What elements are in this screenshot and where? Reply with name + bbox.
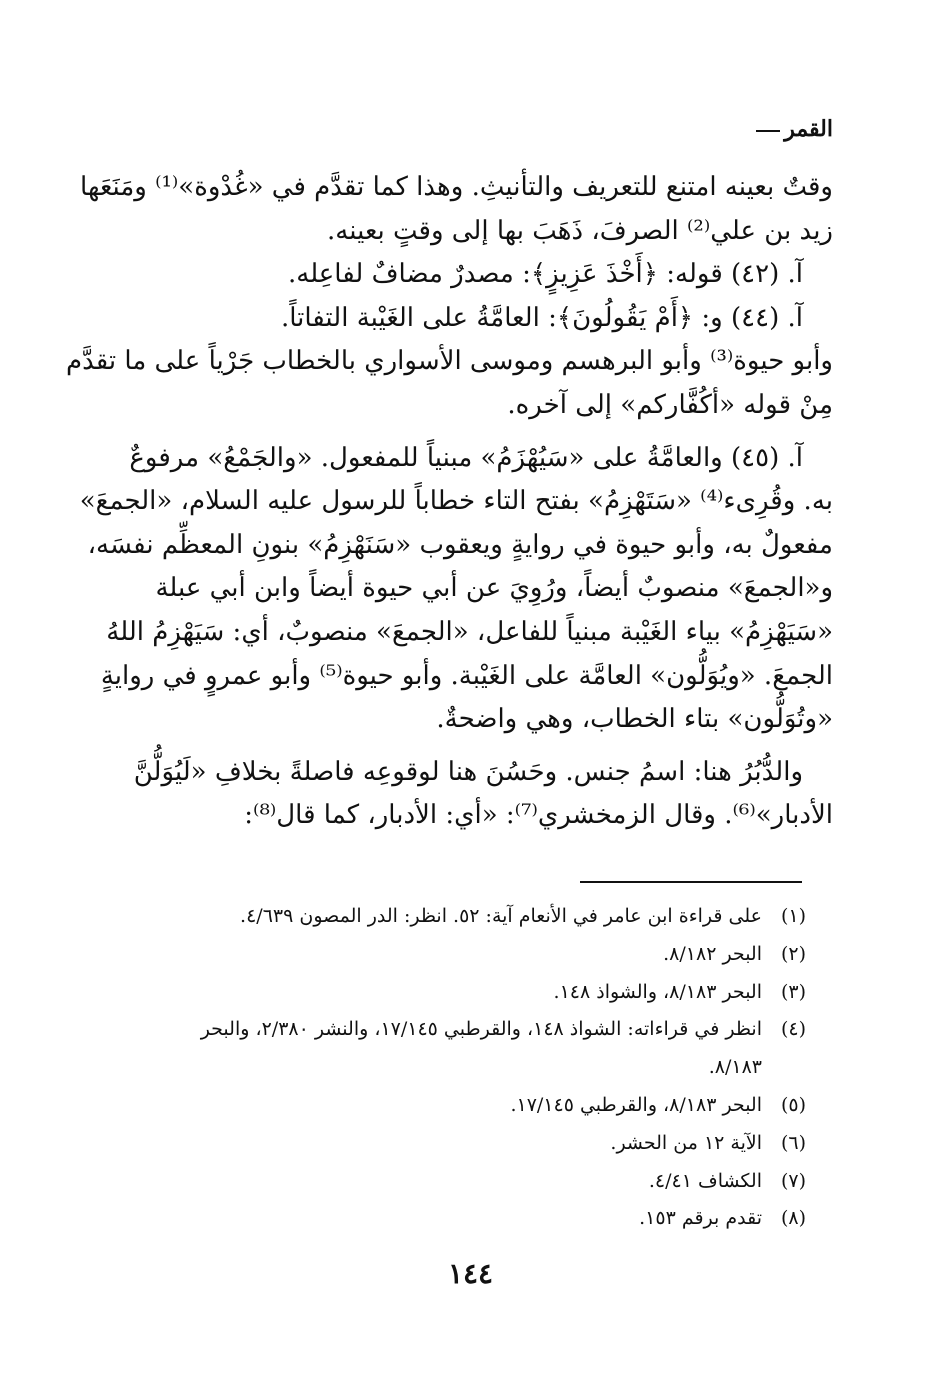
footnote-text: الآية ١٢ من الحشر.: [610, 1131, 762, 1154]
body-line: وأبو حيوة⁽³⁾ وأبو البرهسم وموسى الأسواري بالخطاب جَرْياً على ما تقدَّم: [66, 346, 833, 377]
body-line: الأدبار»⁽⁶⁾. وقال الزمخشري⁽⁷⁾: «أي: الأدبار، كما قال⁽⁸⁾:: [244, 800, 833, 831]
footnote-number: (٢): [780, 942, 806, 965]
footnote-number: (٧): [780, 1169, 806, 1192]
body-line: والدُّبُرُ هنا: اسمُ جنس. وحَسُنَ هنا لوقوعِه فاصلةً بخلافِ «لَيُوَلُّنَّ: [133, 756, 803, 787]
body-line: به. وقُرِىء⁽⁴⁾ «سَتَهْزِمُ» بفتح التاء خطاباً للرسول عليه السلام، «الجمعَ»: [79, 486, 833, 517]
footnote-number: (١): [780, 905, 806, 927]
footnote-continuation: ٨/١٨٣.: [708, 1056, 762, 1079]
footnote: [130, 974, 806, 1012]
body-line: آ. (٤٢) قوله: ﴿أَخْذَ عَزِيزٍ﴾: مصدرٌ مضافٌ لفاعِله.: [287, 259, 803, 290]
footnote-text: تقدم برقم ١٥٣.: [639, 1207, 762, 1230]
footnote-number: (٦): [780, 1131, 806, 1154]
body-line: مِنْ قوله «أكُفَّاركم» إلى آخره.: [507, 389, 833, 420]
body-line: آ. (٤٤) و: ﴿أَمْ يَقُولُونَ﴾: العامَّةُ على الغَيْبة التفاتاً.: [280, 302, 803, 333]
body-line: مفعولٌ به، وأبو حيوة في روايةٍ ويعقوب «سَنَهْزِمُ» بنونِ المعظِّم نفسَه،: [87, 529, 833, 560]
running-header: القمر: [784, 116, 833, 142]
footnote-text: الكشاف ٤/٤١.: [648, 1169, 762, 1192]
footnotes: [130, 898, 806, 1238]
body-line: «سَيَهْزِمُ» بياء الغَيْبة مبنياً للفاعل، «الجمعَ» منصوبٌ، أي: سَيَهْزِمُ اللهُ: [106, 616, 833, 647]
body-line: وقتٌ بعينه امتنع للتعريف والتأنيثِ. وهذا كما تقدَّم في «غُدْوة»⁽¹⁾ ومَنَعَها: [80, 172, 833, 202]
footnote-text: على قراءة ابن عامر في الأنعام آية: ٥٢. انظر: الدر المصون ٤/٦٣٩.: [240, 905, 762, 927]
footnote-number: (٨): [780, 1207, 806, 1230]
body-line: و«الجمعَ» منصوبٌ أيضاً، ورُوِيَ عن أبي حيوة أيضاً وابن أبي عبلة: [155, 573, 833, 604]
footnote: [130, 1163, 806, 1201]
footnote: [130, 1200, 806, 1238]
page-number: ١٤٤: [447, 1257, 494, 1290]
footnote: [130, 1125, 806, 1163]
footnote-number: (٥): [780, 1093, 806, 1116]
footnote: [130, 936, 806, 974]
body-line: زيد بن علي⁽²⁾ الصرفَ، ذَهَبَ بها إلى وقتٍ بعينه.: [327, 215, 833, 246]
footnote-text: البحر ٨/١٨٣، والقرطبي ١٧/١٤٥.: [510, 1093, 762, 1116]
body-line: الجمعَ. «ويُوَلُّون» العامَّة على الغَيْبة. وأبو حيوة⁽⁵⁾ وأبو عمروٍ في روايةٍ: [100, 660, 833, 691]
footnote: [130, 898, 806, 936]
footnote-number: (٣): [780, 980, 806, 1003]
footnote: [130, 1087, 806, 1125]
footnote-text: البحر ٨/١٨٣، والشواذ ١٤٨.: [553, 980, 762, 1003]
footnote-text: البحر ٨/١٨٢.: [663, 942, 762, 965]
footnote-number: (٤): [780, 1018, 806, 1041]
footnote-divider: [580, 881, 802, 883]
body-line: آ. (٤٥) والعامَّةُ على «سَيُهْزَمُ» مبنياً للمفعول. «والجَمْعُ» مرفوعٌ: [129, 442, 803, 473]
main-text: [66, 166, 833, 838]
footnote: [130, 1011, 806, 1049]
body-line: «وتُوَلُّون» بتاء الخطاب، وهي واضحةٌ.: [436, 704, 833, 735]
footnote-text: انظر في قراءاته: الشواذ ١٤٨، والقرطبي ١٧/١٤٥، والنشر ٢/٣٨٠، والبحر: [200, 1018, 762, 1041]
